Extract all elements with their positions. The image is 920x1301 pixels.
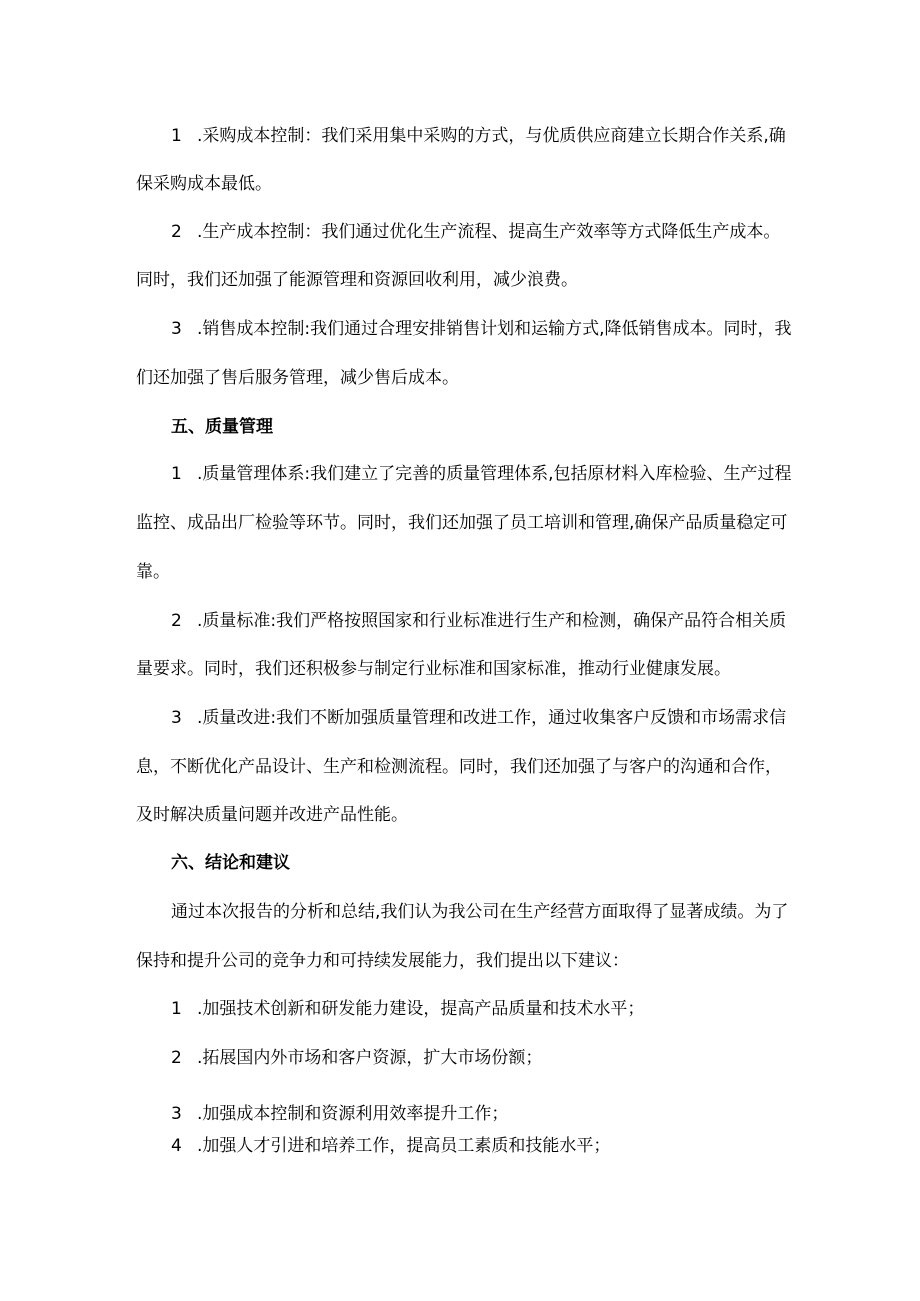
cost-item-3-line-2: 们还加强了售后服务管理，减少售后成本。 [136,368,459,388]
cost-item-1-line-2: 保采购成本最低。 [136,174,272,194]
paragraph-text: .采购成本控制：我们采用集中采购的方式，与优质供应商建立长期合作关系,确 [197,126,786,146]
list-number: 3 [171,319,182,339]
list-number: 1 [171,464,182,484]
paragraph-text: .质量标准:我们严格按照国家和行业标准进行生产和检测，确保产品符合相关质 [197,611,787,631]
list-number: 2 [171,611,182,631]
conclusion-paragraph-line-1: 通过本次报告的分析和总结,我们认为我公司在生产经营方面取得了显著成绩。为了 [171,902,789,922]
cost-item-3-line-1 [171,317,796,341]
quality-item-2-line-2: 量要求。同时，我们还积极参与制定行业标准和国家标准，推动行业健康发展。 [136,659,731,679]
cost-item-2-line-1 [171,220,796,244]
suggestion-item-4 [171,1134,796,1158]
quality-item-3-line-2: 息，不断优化产品设计、生产和检测流程。同时，我们还加强了与客户的沟通和合作， [136,757,782,777]
quality-item-3-line-3: 及时解决质量问题并改进产品性能。 [136,805,408,825]
list-number: 2 [171,1048,182,1068]
paragraph-text: .销售成本控制:我们通过合理安排销售计划和运输方式,降低销售成本。同时，我 [197,319,792,339]
paragraph-text: .加强技术创新和研发能力建设，提高产品质量和技术水平； [197,999,645,1019]
list-number: 3 [171,1104,182,1124]
paragraph-text: .质量管理体系:我们建立了完善的质量管理体系,包括原材料入库检验、生产过程 [197,464,792,484]
paragraph-text: .质量改进:我们不断加强质量管理和改进工作，通过收集客户反馈和市场需求信 [197,708,787,728]
suggestion-item-1 [171,997,796,1021]
section-heading-quality: 五、质量管理 [171,417,273,437]
list-number: 1 [171,999,182,1019]
paragraph-text: .拓展国内外市场和客户资源，扩大市场份额； [197,1048,543,1068]
section-heading-conclusion: 六、结论和建议 [171,853,290,873]
quality-item-2-line-1 [171,609,796,633]
paragraph-text: .加强人才引进和培养工作，提高员工素质和技能水平； [197,1136,611,1156]
quality-item-1-line-1 [171,462,796,486]
quality-item-1-line-2: 监控、成品出厂检验等环节。同时，我们还加强了员工培训和管理,确保产品质量稳定可 [136,513,788,533]
conclusion-paragraph-line-2: 保持和提升公司的竞争力和可持续发展能力，我们提出以下建议： [136,951,629,971]
list-number: 3 [171,708,182,728]
suggestion-item-3 [171,1102,796,1126]
quality-item-3-line-1 [171,706,796,730]
cost-item-1-line-1 [171,124,796,148]
quality-item-1-line-3: 靠。 [136,562,170,582]
list-number: 1 [171,126,182,146]
paragraph-text: .生产成本控制：我们通过优化生产流程、提高生产效率等方式降低生产成本。 [197,222,781,242]
cost-item-2-line-2: 同时，我们还加强了能源管理和资源回收利用，减少浪费。 [136,270,578,290]
list-number: 4 [171,1136,182,1156]
suggestion-item-2 [171,1046,796,1070]
paragraph-text: .加强成本控制和资源利用效率提升工作； [197,1104,509,1124]
list-number: 2 [171,222,182,242]
